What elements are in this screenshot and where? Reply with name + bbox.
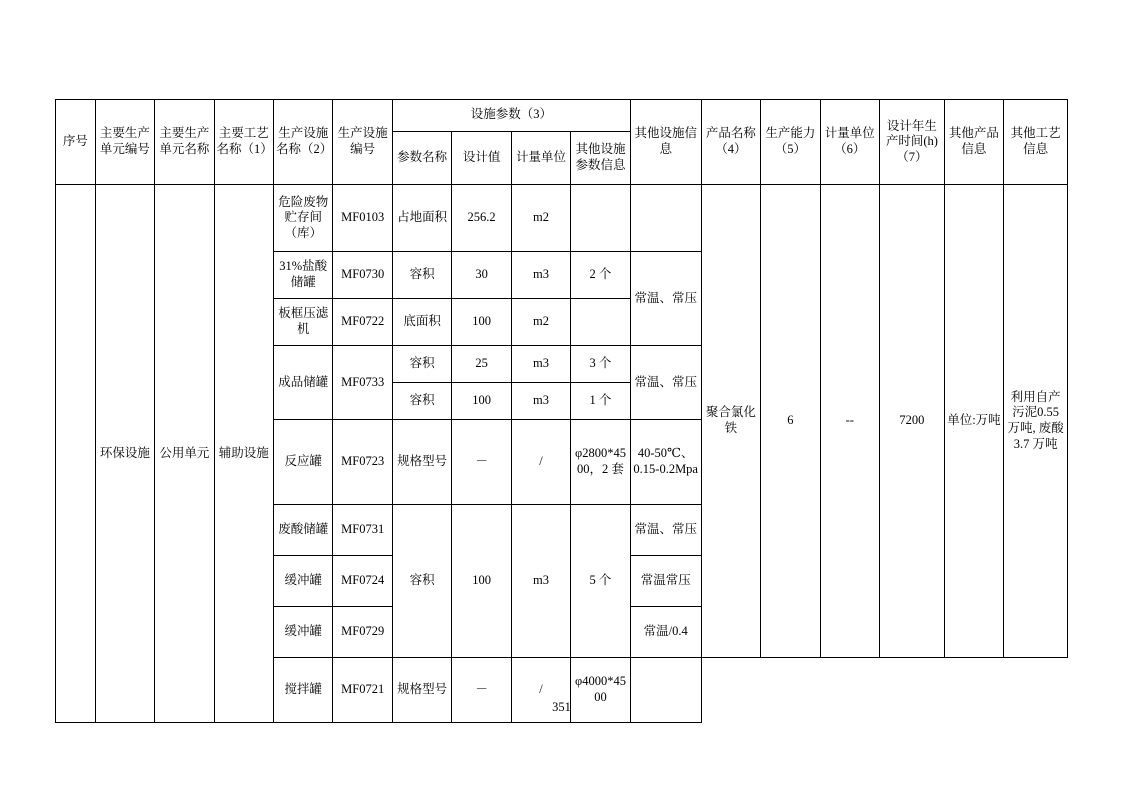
cell-measure-unit: m3 <box>511 252 570 299</box>
cell-other-facility-info <box>630 420 701 505</box>
cell-measure-unit: m2 <box>511 299 570 346</box>
cell-other-param-info: 1 个 <box>571 383 630 420</box>
cell-other-facility-info: 常温常压 <box>630 556 701 607</box>
header-capacity: 生产能力（5） <box>761 100 820 185</box>
cell-seq <box>56 185 96 723</box>
other-facility-info-line1: 40-50℃、 <box>637 446 694 461</box>
header-other-process-info: 其他工艺信息 <box>1004 100 1068 185</box>
cell-facility-name: 31%盐酸储罐 <box>274 252 333 299</box>
cell-process-name: 辅助设施 <box>214 185 273 723</box>
cell-param-name: 容积 <box>392 252 451 299</box>
cell-other-param-info <box>571 185 630 252</box>
cell-product-name: 聚合氯化铁 <box>701 185 760 658</box>
cell-facility-no: MF0724 <box>333 556 392 607</box>
cell-facility-no: MF0731 <box>333 505 392 556</box>
header-seq: 序号 <box>56 100 96 185</box>
cell-design-value: － <box>452 658 511 723</box>
facility-parameters-table <box>55 99 1068 723</box>
cell-measure-unit: m2 <box>511 185 570 252</box>
cell-facility-name: 反应罐 <box>274 420 333 505</box>
header-facility-name: 生产设施名称（2） <box>274 100 333 185</box>
cell-design-value: 30 <box>452 252 511 299</box>
cell-facility-name: 缓冲罐 <box>274 556 333 607</box>
table-header-row-1 <box>56 100 1068 132</box>
cell-facility-name: 板框压滤机 <box>274 299 333 346</box>
cell-other-process-info: 利用自产污泥0.55 万吨, 废酸3.7 万吨 <box>1004 185 1068 658</box>
header-product-name: 产品名称（4） <box>701 100 760 185</box>
cell-measure-unit: m3 <box>511 505 570 658</box>
cell-other-facility-info: 常温、常压 <box>630 346 701 420</box>
cell-param-name: 底面积 <box>392 299 451 346</box>
cell-other-param-info: 2 个 <box>571 252 630 299</box>
cell-design-value: 100 <box>452 383 511 420</box>
header-facility-no: 生产设施编号 <box>333 100 392 185</box>
cell-facility-name: 危险废物贮存间（库） <box>274 185 333 252</box>
cell-other-param-info: φ2800*4500，2 套 <box>571 420 630 505</box>
header-process-name: 主要工艺名称（1） <box>214 100 273 185</box>
cell-other-param-info: 3 个 <box>571 346 630 383</box>
cell-design-value: 100 <box>452 505 511 658</box>
cell-facility-name: 搅拌罐 <box>274 658 333 723</box>
header-annual-hours: 设计年生产时间(h)（7） <box>880 100 945 185</box>
header-facility-params-group: 设施参数（3） <box>392 100 630 132</box>
cell-other-facility-info: 常温/0.4 <box>630 607 701 658</box>
cell-other-param-info: φ4000*4500 <box>571 658 630 723</box>
cell-measure-unit: / <box>511 658 570 723</box>
cell-design-value: 100 <box>452 299 511 346</box>
header-capacity-unit: 计量单位（6） <box>820 100 879 185</box>
header-measure-unit: 计量单位 <box>511 131 570 184</box>
cell-facility-no: MF0733 <box>333 346 392 420</box>
cell-facility-no: MF0729 <box>333 607 392 658</box>
header-other-param-info: 其他设施参数信息 <box>571 131 630 184</box>
cell-design-value: － <box>452 420 511 505</box>
header-unit-no: 主要生产单元编号 <box>95 100 154 185</box>
header-design-value: 设计值 <box>452 131 511 184</box>
cell-capacity-unit: -- <box>820 185 879 658</box>
page-number: 351 <box>552 700 571 714</box>
cell-facility-name: 废酸储罐 <box>274 505 333 556</box>
cell-measure-unit: m3 <box>511 383 570 420</box>
cell-unit-no: 环保设施 <box>95 185 154 723</box>
cell-param-name: 占地面积 <box>392 185 451 252</box>
header-other-facility-info: 其他设施信息 <box>630 100 701 185</box>
cell-design-value: 25 <box>452 346 511 383</box>
cell-capacity: 6 <box>761 185 820 658</box>
cell-measure-unit: / <box>511 420 570 505</box>
cell-annual-hours: 7200 <box>880 185 945 658</box>
cell-facility-name: 成品储罐 <box>274 346 333 420</box>
cell-facility-name: 缓冲罐 <box>274 607 333 658</box>
cell-param-name: 规格型号 <box>392 420 451 505</box>
cell-other-product-info: 单位:万吨 <box>944 185 1003 658</box>
table-row <box>56 185 1068 252</box>
cell-other-facility-info: 常温、常压 <box>630 252 701 346</box>
header-param-name: 参数名称 <box>392 131 451 184</box>
cell-other-param-info <box>571 299 630 346</box>
cell-design-value: 256.2 <box>452 185 511 252</box>
header-other-product-info: 其他产品信息 <box>944 100 1003 185</box>
cell-param-name: 规格型号 <box>392 658 451 723</box>
cell-param-name: 容积 <box>392 505 451 658</box>
cell-facility-no: MF0721 <box>333 658 392 723</box>
cell-facility-no: MF0730 <box>333 252 392 299</box>
cell-unit-name: 公用单元 <box>155 185 214 723</box>
cell-facility-no: MF0103 <box>333 185 392 252</box>
cell-param-name: 容积 <box>392 346 451 383</box>
other-facility-info-line2: 0.15-0.2Mpa <box>633 462 698 476</box>
cell-facility-no: MF0722 <box>333 299 392 346</box>
cell-other-facility-info: 常温、常压 <box>630 505 701 556</box>
header-unit-name: 主要生产单元名称 <box>155 100 214 185</box>
cell-measure-unit: m3 <box>511 346 570 383</box>
cell-param-name: 容积 <box>392 383 451 420</box>
cell-other-facility-info <box>630 185 701 252</box>
cell-facility-no: MF0723 <box>333 420 392 505</box>
cell-other-param-info: 5 个 <box>571 505 630 658</box>
